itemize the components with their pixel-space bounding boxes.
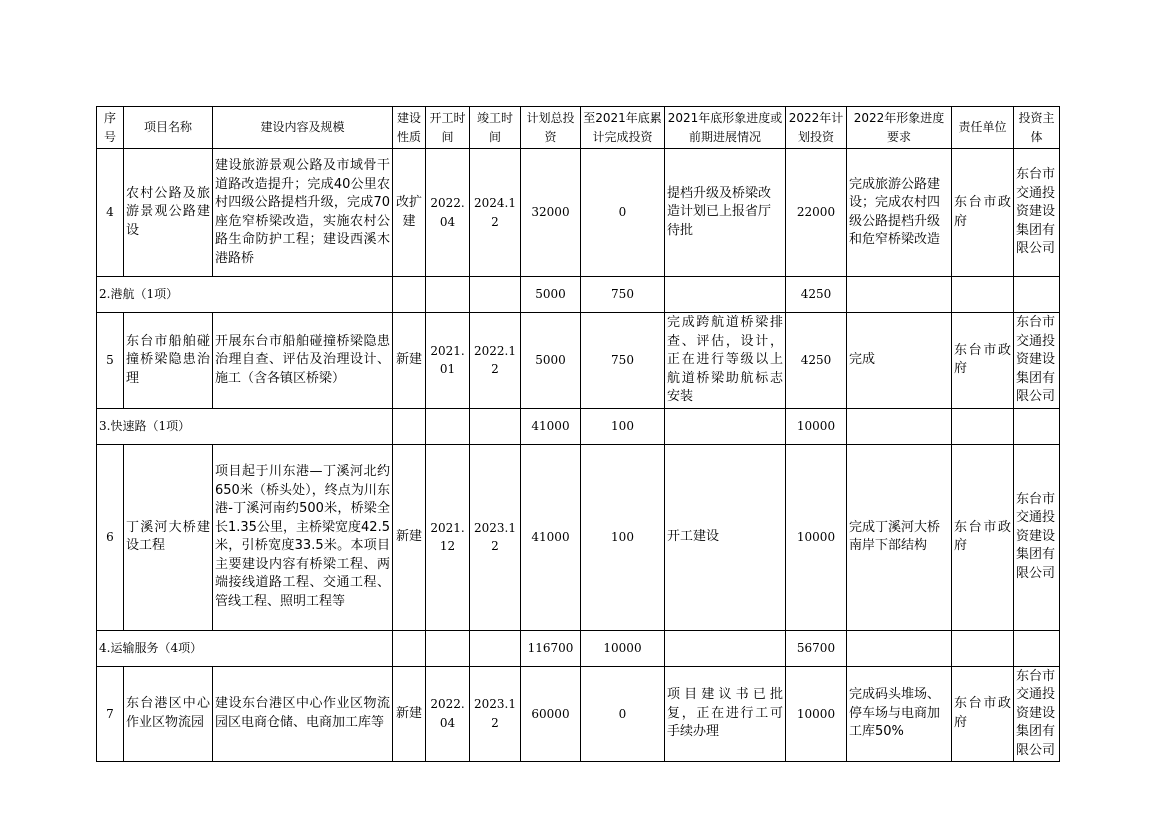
cell-seq: 4 <box>97 149 124 277</box>
cell-content: 建设东台港区中心作业区物流园区电商仓储、电商加工库等 <box>213 666 393 762</box>
cell-unit: 东台市政府 <box>952 444 1014 630</box>
cell-done-2021: 0 <box>581 666 665 762</box>
cell-end: 2023.12 <box>470 444 521 630</box>
cell-req-2022: 完成码头堆场、停车场与电商加工库50% <box>847 666 952 762</box>
cell-plan-total: 41000 <box>521 408 581 444</box>
cell-start: 2022.04 <box>426 149 470 277</box>
cell-seq: 7 <box>97 666 124 762</box>
cell-plan-total: 5000 <box>521 277 581 313</box>
header-investor: 投资主体 <box>1014 107 1060 149</box>
cell-nature: 新建 <box>393 444 426 630</box>
cell-done-2021: 10000 <box>581 630 665 666</box>
cell-content: 开展东台市船舶碰撞桥梁隐患治理自查、评估及治理设计、施工（含各镇区桥梁） <box>213 313 393 409</box>
cell-done-2021: 100 <box>581 408 665 444</box>
cell-start: 2022.04 <box>426 666 470 762</box>
cell-plan-2022: 56700 <box>786 630 847 666</box>
header-row <box>97 107 1060 149</box>
cell-investor: 东台市交通投资建设集团有限公司 <box>1014 444 1060 630</box>
cell-end: 2023.12 <box>470 666 521 762</box>
header-seq: 序号 <box>97 107 124 149</box>
cell-unit: 东台市政府 <box>952 149 1014 277</box>
cell-investor: 东台市交通投资建设集团有限公司 <box>1014 313 1060 409</box>
table-row <box>97 666 1060 762</box>
cell-req-2022: 完成 <box>847 313 952 409</box>
cell-plan-2022: 10000 <box>786 408 847 444</box>
cell-req-2022: 完成丁溪河大桥南岸下部结构 <box>847 444 952 630</box>
cell-unit: 东台市政府 <box>952 313 1014 409</box>
cell-unit: 东台市政府 <box>952 666 1014 762</box>
header-start: 开工时间 <box>426 107 470 149</box>
header-progress-2021: 2021年底形象进度或前期进展情况 <box>665 107 786 149</box>
header-name: 项目名称 <box>124 107 213 149</box>
section-row <box>97 277 1060 313</box>
cell-name: 农村公路及旅游景观公路建设 <box>124 149 213 277</box>
section-row <box>97 408 1060 444</box>
cell-plan-2022: 22000 <box>786 149 847 277</box>
cell-plan-total: 5000 <box>521 313 581 409</box>
header-plan-2022: 2022年计划投资 <box>786 107 847 149</box>
cell-nature: 改扩建 <box>393 149 426 277</box>
header-nature: 建设性质 <box>393 107 426 149</box>
cell-plan-2022: 4250 <box>786 313 847 409</box>
cell-done-2021: 0 <box>581 149 665 277</box>
cell-content: 项目起于川东港—丁溪河北约650米（桥头处），终点为川东港-丁溪河南约500米，桥梁全长1.35公里，主桥梁宽度42.5米，引桥宽度33.5米。本项目主要建设内容有桥梁工程、两端接线道路工程、交通工程、管线工程、照明工程等 <box>213 444 393 630</box>
header-end: 竣工时间 <box>470 107 521 149</box>
section-row <box>97 630 1060 666</box>
cell-plan-total: 116700 <box>521 630 581 666</box>
cell-progress-2021: 项目建议书已批复，正在进行工可手续办理 <box>665 666 786 762</box>
cell-done-2021: 750 <box>581 277 665 313</box>
cell-progress-2021: 完成跨航道桥梁排查、评估，设计，正在进行等级以上航道桥梁助航标志安装 <box>665 313 786 409</box>
cell-nature: 新建 <box>393 313 426 409</box>
cell-plan-total: 32000 <box>521 149 581 277</box>
cell-start: 2021.01 <box>426 313 470 409</box>
table-row <box>97 444 1060 630</box>
table-row <box>97 313 1060 409</box>
cell-plan-total: 60000 <box>521 666 581 762</box>
cell-seq: 5 <box>97 313 124 409</box>
header-plan-total: 计划总投资 <box>521 107 581 149</box>
cell-plan-2022: 10000 <box>786 666 847 762</box>
cell-name: 东台港区中心作业区物流园 <box>124 666 213 762</box>
cell-start: 2021.12 <box>426 444 470 630</box>
table-row <box>97 149 1060 277</box>
section-label: 2.港航（1项） <box>97 277 393 313</box>
cell-content: 建设旅游景观公路及市域骨干道路改造提升；完成40公里农村四级公路提档升级，完成70座危窄桥梁改造，实施农村公路生命防护工程；建设西溪木港路桥 <box>213 149 393 277</box>
investment-table <box>96 106 1060 762</box>
header-req-2022: 2022年形象进度要求 <box>847 107 952 149</box>
cell-end: 2022.12 <box>470 313 521 409</box>
section-label: 3.快速路（1项） <box>97 408 393 444</box>
cell-plan-2022: 10000 <box>786 444 847 630</box>
cell-end: 2024.12 <box>470 149 521 277</box>
cell-investor: 东台市交通投资建设集团有限公司 <box>1014 666 1060 762</box>
cell-req-2022: 完成旅游公路建设；完成农村四级公路提档升级和危窄桥梁改造 <box>847 149 952 277</box>
cell-name: 东台市船舶碰撞桥梁隐患治理 <box>124 313 213 409</box>
cell-seq: 6 <box>97 444 124 630</box>
header-unit: 责任单位 <box>952 107 1014 149</box>
cell-nature: 新建 <box>393 666 426 762</box>
cell-plan-2022: 4250 <box>786 277 847 313</box>
cell-done-2021: 750 <box>581 313 665 409</box>
cell-done-2021: 100 <box>581 444 665 630</box>
section-label: 4.运输服务（4项） <box>97 630 393 666</box>
cell-investor: 东台市交通投资建设集团有限公司 <box>1014 149 1060 277</box>
cell-plan-total: 41000 <box>521 444 581 630</box>
cell-name: 丁溪河大桥建设工程 <box>124 444 213 630</box>
header-content: 建设内容及规模 <box>213 107 393 149</box>
cell-progress-2021: 提档升级及桥梁改造计划已上报省厅待批 <box>665 149 786 277</box>
header-done-2021: 至2021年底累计完成投资 <box>581 107 665 149</box>
cell-progress-2021: 开工建设 <box>665 444 786 630</box>
